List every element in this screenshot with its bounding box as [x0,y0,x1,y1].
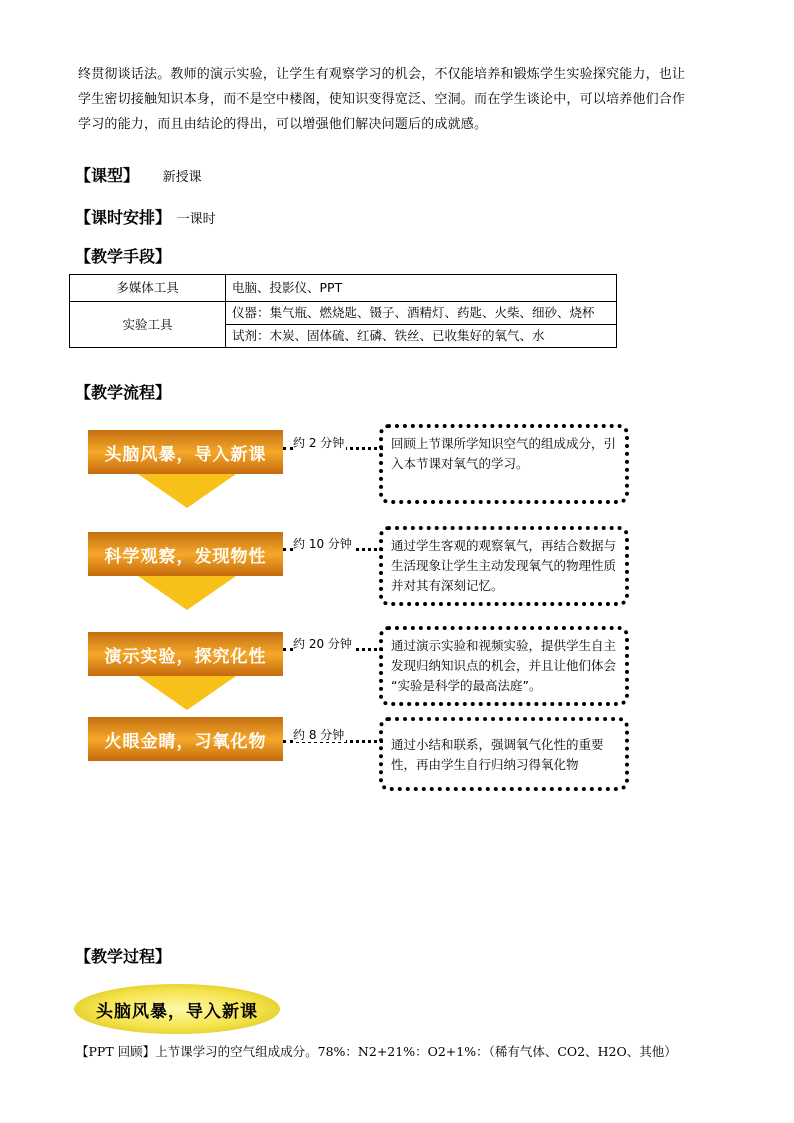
stage-time: 约 10 分钟 [293,537,352,551]
ppt-text: 上节课学习的空气组成成分。78%：N2+21%：O2+1%：（稀有气体、CO2、H2O、其他） [155,1044,677,1059]
stage-note: 通过学生客观的观察氧气，再结合数据与生活现象让学生主动发现氧气的物理性质并对其有深刻记忆。 [379,526,629,606]
stage-time: 约 20 分钟 [293,637,352,651]
lesson-type-value: 新授课 [162,170,202,185]
lesson-type-heading: 【课型】 [75,166,140,185]
means-heading: 【教学手段】 [75,247,172,266]
stage-box: 头脑风暴，导入新课 [88,430,283,474]
table-row [70,302,617,325]
ppt-review-line [76,1042,677,1060]
stage-note: 通过演示实验和视频实验，提供学生自主发现归纳知识点的机会，并且让他们体会 “实验是科学的最高法庭”。 [379,626,629,706]
intro-line: 终贯彻谈话法。教师的演示实验，让学生有观察学习的机会，不仅能培养和锻炼学生实验探究能力，也让 [78,67,686,82]
stage-time: 约 2 分钟 [293,436,345,450]
stage-box: 火眼金睛，习氧化物 [88,717,283,761]
reagents-value: 试剂：木炭、固体硫、红磷、铁丝、已收集好的氧气、水 [226,325,617,348]
stage-box: 科学观察，发现物性 [88,532,283,576]
schedule-heading: 【课时安排】 [75,208,172,227]
intro-line: 学生密切接触知识本身，而不是空中楼阁，使知识变得宽泛、空洞。而在学生谈论中，可以培养他们合作 [78,92,686,107]
ppt-tag: 【PPT 回顾】 [76,1044,156,1059]
down-arrow-icon [138,474,236,508]
stage-time: 约 8 分钟 [293,728,345,742]
down-arrow-icon [138,676,236,710]
stage-box: 演示实验，探究化性 [88,632,283,676]
teaching-means-table [69,274,617,348]
instruments-value: 仪器：集气瓶、燃烧匙、镊子、酒精灯、药匙、火柴、细砂、烧杯 [226,302,617,325]
process-heading: 【教学过程】 [75,947,172,966]
stage-note: 通过小结和联系，强调氧气化性的重要性，再由学生自行归纳习得氧化物 [379,717,629,791]
intro-paragraph [78,62,718,137]
schedule-section [75,205,216,228]
lesson-type-section [75,163,202,186]
schedule-value: 一课时 [176,212,216,227]
stage-note: 回顾上节课所学知识空气的组成成分，引入本节课对氧气的学习。 [379,424,629,504]
multimedia-label: 多媒体工具 [70,275,226,302]
process-oval-title: 头脑风暴，导入新课 [74,984,280,1034]
intro-line: 学习的能力，而且由结论的得出，可以增强他们解决问题后的成就感。 [78,117,488,132]
flow-heading: 【教学流程】 [75,383,172,402]
table-row [70,275,617,302]
experiment-label: 实验工具 [70,302,226,348]
down-arrow-icon [138,576,236,610]
multimedia-value: 电脑、投影仪、PPT [226,275,617,302]
